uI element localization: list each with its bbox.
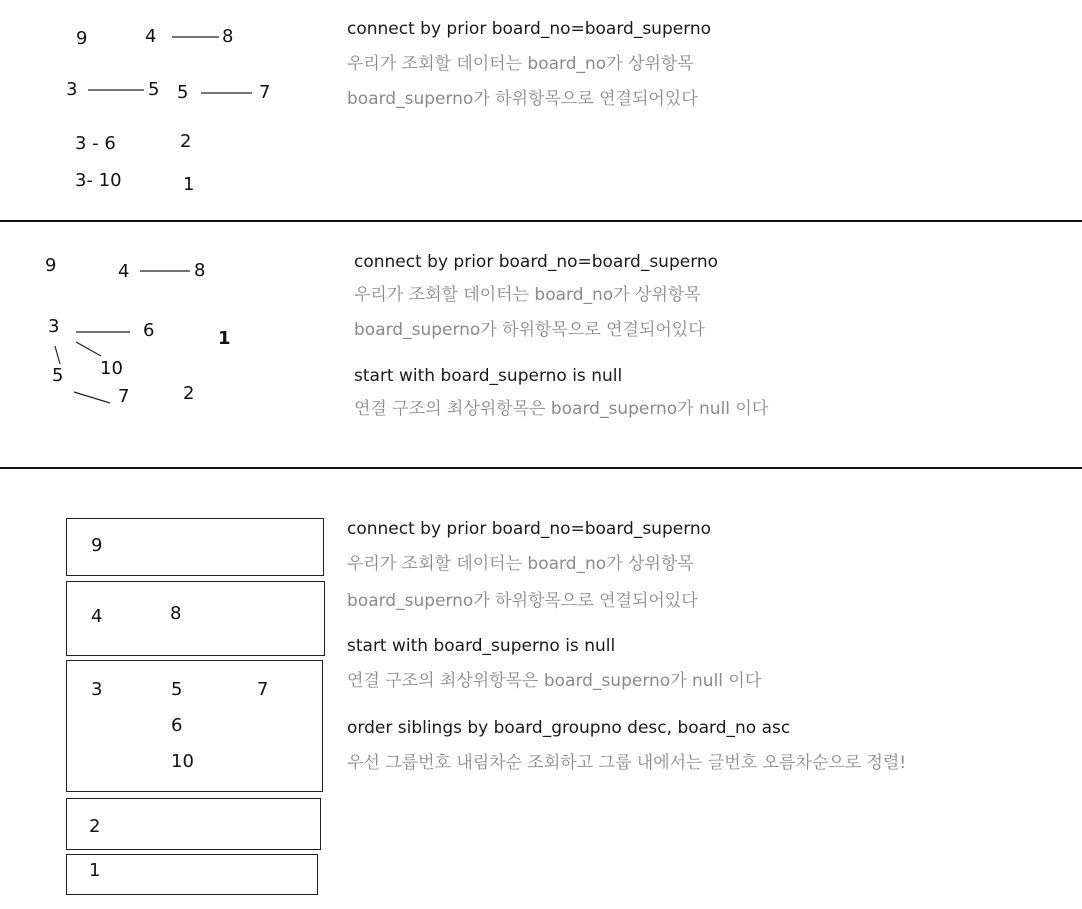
start-desc: 연결 구조의 최상위항목은 board_superno가 null 이다 bbox=[354, 399, 769, 419]
node-7: 7 bbox=[257, 679, 269, 700]
node-9: 9 bbox=[91, 535, 103, 556]
node-9: 9 bbox=[45, 255, 57, 276]
connect-desc-1: 우리가 조회할 데이터는 board_no가 상위항목 bbox=[347, 554, 694, 574]
connect-desc-1: 우리가 조회할 데이터는 board_no가 상위항목 bbox=[354, 285, 701, 305]
edge-5-7 bbox=[74, 392, 110, 403]
node-3-10: 3- 10 bbox=[75, 170, 122, 191]
start-clause: start with board_superno is null bbox=[347, 636, 616, 656]
divider bbox=[0, 220, 1082, 222]
order-desc: 우선 그룹번호 내림차순 조회하고 그룹 내에서는 글번호 오름차순으로 정렬! bbox=[347, 753, 907, 773]
node-5: 5 bbox=[52, 365, 64, 386]
node-1: 1 bbox=[218, 328, 231, 349]
group-box-4 bbox=[66, 581, 325, 656]
node-4: 4 bbox=[145, 26, 157, 47]
node-8: 8 bbox=[222, 26, 234, 47]
node-8: 8 bbox=[194, 260, 206, 281]
start-desc: 연결 구조의 최상위항목은 board_superno가 null 이다 bbox=[347, 671, 762, 691]
node-3-6: 3 - 6 bbox=[75, 133, 116, 154]
node-10: 10 bbox=[171, 751, 194, 772]
node-2: 2 bbox=[89, 816, 101, 837]
node-9: 9 bbox=[76, 28, 88, 49]
edge-3-10 bbox=[76, 342, 101, 356]
node-1: 1 bbox=[89, 860, 101, 881]
node-2: 2 bbox=[183, 383, 195, 404]
node-4: 4 bbox=[91, 606, 103, 627]
node-5: 5 bbox=[148, 79, 160, 100]
connect-clause: connect by prior board_no=board_superno bbox=[354, 252, 719, 272]
connect-desc-2: board_superno가 하위항목으로 연결되어있다 bbox=[347, 591, 698, 611]
start-clause: start with board_superno is null bbox=[354, 366, 623, 386]
node-3: 3 bbox=[48, 316, 60, 337]
group-box-3 bbox=[66, 660, 323, 792]
node-7: 7 bbox=[118, 386, 130, 407]
divider bbox=[0, 467, 1082, 469]
order-clause: order siblings by board_groupno desc, board_no asc bbox=[347, 718, 791, 738]
node-8: 8 bbox=[170, 603, 182, 624]
group-box-9 bbox=[66, 518, 324, 576]
node-5: 5 bbox=[177, 82, 189, 103]
node-1: 1 bbox=[183, 174, 195, 195]
node-3: 3 bbox=[66, 79, 78, 100]
node-6: 6 bbox=[143, 320, 155, 341]
node-10: 10 bbox=[100, 358, 123, 379]
node-3: 3 bbox=[91, 679, 103, 700]
connect-clause: connect by prior board_no=board_superno bbox=[347, 519, 712, 539]
connect-desc-2: board_superno가 하위항목으로 연결되어있다 bbox=[354, 320, 705, 340]
group-box-1 bbox=[66, 854, 318, 895]
node-6: 6 bbox=[171, 715, 183, 736]
node-7: 7 bbox=[259, 82, 271, 103]
connect-desc-1: 우리가 조회할 데이터는 board_no가 상위항목 bbox=[347, 54, 694, 74]
node-5: 5 bbox=[171, 679, 183, 700]
connect-clause: connect by prior board_no=board_superno bbox=[347, 19, 712, 39]
node-4: 4 bbox=[118, 261, 130, 282]
edge-3-5 bbox=[55, 346, 60, 364]
connect-desc-2: board_superno가 하위항목으로 연결되어있다 bbox=[347, 89, 698, 109]
node-2: 2 bbox=[180, 131, 192, 152]
group-box-2 bbox=[66, 798, 321, 850]
